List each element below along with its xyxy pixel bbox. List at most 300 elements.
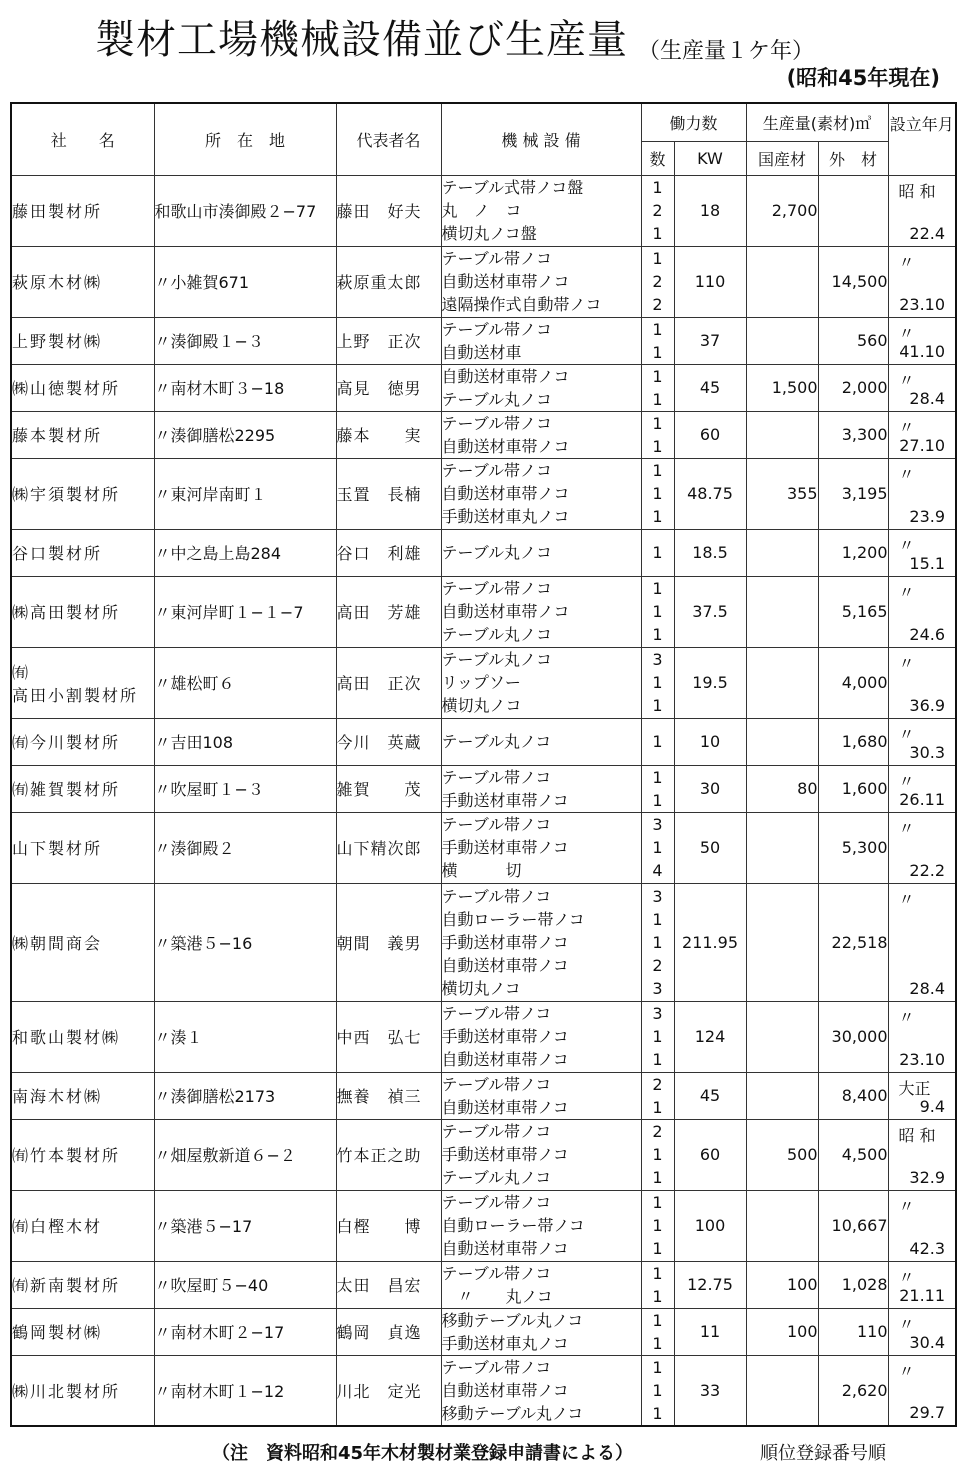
era-label: 〃	[898, 1196, 915, 1216]
era-label: 昭 和	[898, 1125, 936, 1145]
power-kw: 37.5	[674, 576, 746, 647]
domestic-volume: 1,500	[746, 364, 818, 411]
year-value: 41.10	[899, 341, 946, 361]
machine-item: テーブル帯ノコ	[441, 1357, 552, 1377]
company-name	[11, 246, 154, 317]
table-body	[11, 175, 956, 1426]
year-value: 26.11	[899, 789, 946, 809]
table-row	[11, 458, 956, 529]
year-established	[888, 458, 956, 529]
machinery-list	[441, 1190, 641, 1261]
year-established	[888, 718, 956, 765]
machine-count: 1	[652, 673, 663, 692]
representative: 玉置 長楠	[336, 458, 441, 529]
domestic-volume	[746, 718, 818, 765]
location: 〃東河岸町１−１−7	[154, 576, 336, 647]
company-name-text: 山下製材所	[12, 839, 103, 858]
era-label: 〃	[898, 1007, 915, 1027]
table-row	[11, 718, 956, 765]
machinery-list	[441, 1308, 641, 1355]
domestic-volume	[746, 1355, 818, 1426]
representative: 撫養 禎三	[336, 1072, 441, 1119]
header-count: 数	[641, 141, 674, 175]
machine-count: 1	[652, 579, 663, 598]
foreign-volume: 14,500	[818, 246, 888, 317]
year-value: 42.3	[909, 1238, 946, 1258]
year-established	[888, 1308, 956, 1355]
year-established	[888, 529, 956, 576]
machine-count: 1	[652, 790, 663, 810]
machinery-list	[441, 883, 641, 1001]
company-name-text: ㈲竹本製材所	[12, 1146, 121, 1165]
representative: 山下精次郎	[336, 812, 441, 883]
table-row	[11, 411, 956, 458]
header-kw: KW	[674, 141, 746, 175]
machine-count: 1	[652, 1216, 663, 1235]
foreign-volume: 110	[818, 1308, 888, 1355]
machine-item: 自動ローラー帯ノコ	[441, 1216, 585, 1235]
representative: 中西 弘七	[336, 1001, 441, 1072]
machine-item: リップソー	[441, 673, 521, 692]
machine-counts	[641, 1190, 674, 1261]
machine-item: 自動送材車帯ノコ	[441, 955, 569, 975]
machinery-list	[441, 812, 641, 883]
year-value: 30.3	[909, 742, 946, 762]
company-name-text: 谷口製材所	[12, 544, 103, 563]
representative: 川北 定光	[336, 1355, 441, 1426]
table-row	[11, 317, 956, 364]
company-name	[11, 647, 154, 718]
machine-count: 2	[652, 1074, 663, 1094]
header-domestic: 国産材	[746, 141, 818, 175]
machinery-list	[441, 1355, 641, 1426]
foreign-volume: 1,680	[818, 718, 888, 765]
machine-count: 1	[652, 732, 663, 751]
machine-item: 手動送材車丸ノコ	[441, 1333, 569, 1353]
machine-count: 4	[652, 861, 663, 880]
year-established	[888, 1355, 956, 1426]
company-name-text: ㈲今川製材所	[12, 733, 121, 752]
foreign-volume: 2,620	[818, 1355, 888, 1426]
location: 〃中之島上島284	[154, 529, 336, 576]
year-established	[888, 576, 956, 647]
machinery-list	[441, 765, 641, 812]
machine-item: テーブル帯ノコ	[441, 1074, 552, 1094]
footer-note: （注 資料昭和45年木材製材業登録申請書による）	[212, 1443, 634, 1464]
location: 〃湊御膳松2173	[154, 1072, 336, 1119]
era-label: 〃	[898, 1267, 915, 1287]
machine-counts	[641, 175, 674, 246]
company-name-text: 上野製材㈱	[12, 332, 103, 351]
domestic-volume	[746, 246, 818, 317]
machine-item: テーブル帯ノコ	[441, 579, 553, 598]
table-row	[11, 647, 956, 718]
machine-counts	[641, 364, 674, 411]
table-row	[11, 175, 956, 246]
machine-item: テーブル帯ノコ	[441, 1193, 552, 1212]
company-name-text: 藤本製材所	[12, 426, 103, 445]
machine-counts	[641, 576, 674, 647]
era-label: 〃	[898, 323, 915, 343]
machine-count: 1	[652, 602, 663, 621]
foreign-volume: 8,400	[818, 1072, 888, 1119]
location: 〃吹屋町５−40	[154, 1261, 336, 1308]
foreign-volume	[818, 175, 888, 246]
machine-item: テーブル帯ノコ	[441, 1263, 552, 1283]
machine-count: 1	[652, 1263, 663, 1283]
machine-count: 3	[652, 650, 663, 669]
machine-count: 3	[652, 886, 663, 906]
year-value: 23.10	[899, 1049, 946, 1069]
machinery-list	[441, 411, 641, 458]
header-year-established: 設立年月	[888, 103, 956, 175]
machine-item: 手動送材車帯ノコ	[441, 1027, 569, 1046]
representative: 高田 芳雄	[336, 576, 441, 647]
era-label: 〃	[898, 252, 915, 272]
machine-count: 1	[652, 1286, 663, 1306]
header-foreign: 外 材	[818, 141, 888, 175]
year-established	[888, 1261, 956, 1308]
machine-count: 2	[652, 201, 663, 220]
representative: 萩原重太郎	[336, 246, 441, 317]
company-name-text: ㈱山徳製材所	[12, 379, 121, 398]
foreign-volume: 30,000	[818, 1001, 888, 1072]
machinery-list	[441, 458, 641, 529]
machine-count: 1	[652, 838, 663, 857]
table-row	[11, 1261, 956, 1308]
machine-count: 1	[652, 767, 663, 787]
machine-item: テーブル帯ノコ	[441, 413, 553, 433]
era-label: 〃	[898, 818, 915, 838]
machine-item: 移動テーブル丸ノコ	[441, 1403, 584, 1423]
machine-count: 1	[652, 1145, 663, 1164]
domestic-volume: 80	[746, 765, 818, 812]
year-value: 15.1	[909, 553, 946, 573]
foreign-volume: 10,667	[818, 1190, 888, 1261]
machine-count: 1	[652, 413, 663, 433]
company-name	[11, 1190, 154, 1261]
year-value: 27.10	[899, 435, 946, 455]
machine-count: 1	[652, 366, 663, 386]
company-name-text: ㈱宇須製材所	[12, 485, 121, 504]
company-name-text: 萩原木材㈱	[12, 273, 103, 292]
machine-count: 3	[652, 1004, 663, 1023]
machine-item: テーブル丸ノコ	[441, 625, 553, 644]
power-kw: 30	[674, 765, 746, 812]
machine-count: 1	[652, 249, 663, 268]
year-value: 21.11	[899, 1285, 946, 1305]
foreign-volume: 5,300	[818, 812, 888, 883]
era-label: 〃	[898, 724, 915, 744]
power-kw: 10	[674, 718, 746, 765]
company-name-text: ㈲雑賀製材所	[12, 780, 121, 799]
year-established	[888, 317, 956, 364]
machinery-list	[441, 718, 641, 765]
machine-item: テーブル帯ノコ	[441, 319, 553, 339]
location: 〃吹屋町１−３	[154, 765, 336, 812]
title-block	[95, 8, 955, 64]
machine-count: 2	[652, 295, 663, 314]
machine-item: 丸 ノ コ	[441, 201, 522, 220]
foreign-volume: 1,200	[818, 529, 888, 576]
power-kw: 110	[674, 246, 746, 317]
location: 〃南材木町２−17	[154, 1308, 336, 1355]
table-row	[11, 529, 956, 576]
machine-count: 1	[652, 909, 663, 929]
machine-item: 自動ローラー帯ノコ	[441, 909, 585, 929]
year-value: 22.2	[909, 860, 946, 880]
machine-count: 1	[652, 625, 663, 644]
machine-count: 1	[652, 507, 663, 526]
company-name-text: ㈲新南製材所	[12, 1276, 121, 1295]
power-kw: 45	[674, 364, 746, 411]
machine-counts	[641, 458, 674, 529]
machine-counts	[641, 647, 674, 718]
domestic-volume	[746, 1001, 818, 1072]
machinery-list	[441, 364, 641, 411]
power-kw: 11	[674, 1308, 746, 1355]
company-name	[11, 1355, 154, 1426]
machine-counts	[641, 1072, 674, 1119]
machine-count: 1	[652, 436, 663, 456]
machine-item: 自動送材車帯ノコ	[441, 602, 570, 621]
machine-count: 1	[652, 543, 663, 562]
era-label: 〃	[898, 1314, 915, 1334]
table-row	[11, 812, 956, 883]
table-row	[11, 1072, 956, 1119]
power-kw: 37	[674, 317, 746, 364]
machine-item: テーブル帯ノコ	[441, 1122, 552, 1141]
company-name	[11, 1001, 154, 1072]
company-name-text: ㈲白樫木材	[12, 1217, 103, 1236]
foreign-volume: 4,500	[818, 1119, 888, 1190]
year-value: 28.4	[909, 978, 946, 998]
machine-count: 1	[652, 1050, 663, 1069]
foreign-volume: 4,000	[818, 647, 888, 718]
power-kw: 33	[674, 1355, 746, 1426]
machine-count: 1	[652, 319, 663, 339]
year-established	[888, 175, 956, 246]
foreign-volume: 1,600	[818, 765, 888, 812]
era-label: 〃	[898, 1361, 915, 1381]
machine-counts	[641, 317, 674, 364]
company-name-text: ㈱高田製材所	[12, 603, 121, 622]
machine-count: 2	[652, 955, 663, 975]
domestic-volume	[746, 812, 818, 883]
power-kw: 12.75	[674, 1261, 746, 1308]
machine-item: 自動送材車帯ノコ	[441, 436, 570, 456]
company-name-text: 和歌山製材㈱	[12, 1028, 121, 1047]
company-name	[11, 317, 154, 364]
machine-counts	[641, 1261, 674, 1308]
machinery-list	[441, 246, 641, 317]
location: 和歌山市湊御殿２−77	[154, 175, 336, 246]
machine-count: 1	[652, 696, 663, 715]
machine-item: 自動送材車帯ノコ	[441, 1239, 569, 1258]
machine-item: テーブル丸ノコ	[441, 1168, 552, 1187]
domestic-volume	[746, 1072, 818, 1119]
location: 〃湊１	[154, 1001, 336, 1072]
era-label: 〃	[898, 535, 915, 555]
machine-item: 横 切	[441, 861, 522, 880]
machine-item: テーブル丸ノコ	[441, 732, 552, 751]
machine-count: 1	[652, 1027, 663, 1046]
representative: 雑賀 茂	[336, 765, 441, 812]
location: 〃小雑賀671	[154, 246, 336, 317]
page-subtitle: （生産量１ケ年）	[638, 39, 815, 64]
table-row	[11, 1001, 956, 1072]
machine-counts	[641, 812, 674, 883]
foreign-volume: 3,300	[818, 411, 888, 458]
machine-count: 1	[652, 1310, 663, 1330]
company-name	[11, 458, 154, 529]
machine-item: 自動送材車帯ノコ	[441, 272, 570, 291]
company-name	[11, 1308, 154, 1355]
year-value: 22.4	[909, 223, 946, 243]
era-label: 〃	[898, 582, 915, 602]
company-name-text: ㈱朝間商会	[12, 933, 103, 953]
location: 〃築港５−17	[154, 1190, 336, 1261]
machine-counts	[641, 529, 674, 576]
machine-item: テーブル帯ノコ	[441, 1004, 552, 1023]
year-value: 23.10	[899, 294, 946, 314]
power-kw: 60	[674, 411, 746, 458]
machine-item: テーブル丸ノコ	[441, 650, 553, 669]
machine-counts	[641, 411, 674, 458]
era-label: 〃	[898, 653, 915, 673]
domestic-volume: 100	[746, 1308, 818, 1355]
power-kw: 18.5	[674, 529, 746, 576]
domestic-volume	[746, 1190, 818, 1261]
machine-counts	[641, 1119, 674, 1190]
machine-item: 横切丸ノコ	[441, 978, 521, 998]
machine-count: 1	[652, 389, 663, 409]
domestic-volume	[746, 529, 818, 576]
year-value: 29.7	[909, 1403, 946, 1422]
machine-item: テーブル帯ノコ	[441, 886, 552, 906]
table-row	[11, 364, 956, 411]
domestic-volume	[746, 317, 818, 364]
company-name	[11, 1261, 154, 1308]
machinery-list	[441, 317, 641, 364]
machinery-list	[441, 576, 641, 647]
header-power: 働力数	[641, 103, 746, 141]
era-label: 大正	[898, 1078, 931, 1098]
machine-count: 2	[652, 272, 663, 291]
representative: 藤田 好夫	[336, 175, 441, 246]
year-established	[888, 1072, 956, 1119]
machine-count: 2	[652, 1122, 663, 1141]
location: 〃畑屋敷新道６−２	[154, 1119, 336, 1190]
company-name-text: 藤田製材所	[12, 202, 103, 221]
era-label: 〃	[898, 417, 915, 437]
power-kw: 100	[674, 1190, 746, 1261]
representative: 鶴岡 貞逸	[336, 1308, 441, 1355]
location: 〃吉田108	[154, 718, 336, 765]
foreign-volume: 22,518	[818, 883, 888, 1001]
company-name	[11, 1072, 154, 1119]
machine-item: 手動送材車帯ノコ	[441, 790, 569, 810]
company-name	[11, 529, 154, 576]
foreign-volume: 3,195	[818, 458, 888, 529]
machine-item: テーブル式帯ノコ盤	[441, 178, 584, 197]
company-name-text: 高田小割製材所	[12, 685, 139, 705]
header-representative: 代表者名	[336, 103, 441, 175]
machine-item: 手動送材車帯ノコ	[441, 838, 569, 857]
company-name	[11, 175, 154, 246]
machine-count: 1	[652, 484, 663, 503]
company-name-text: ㈲	[12, 662, 31, 682]
year-value: 28.4	[909, 388, 946, 408]
machine-item: テーブル帯ノコ	[441, 249, 553, 268]
year-value: 9.4	[919, 1096, 946, 1116]
machine-counts	[641, 246, 674, 317]
machine-item: 自動送材車帯ノコ	[441, 366, 570, 386]
company-name	[11, 718, 154, 765]
machine-count: 1	[652, 461, 663, 480]
machine-counts	[641, 1001, 674, 1072]
representative: 竹本正之助	[336, 1119, 441, 1190]
company-name-text: ㈱川北製材所	[12, 1381, 121, 1401]
table-row	[11, 1119, 956, 1190]
year-value: 23.9	[909, 506, 946, 526]
machine-count: 1	[652, 1403, 663, 1423]
table-row	[11, 1308, 956, 1355]
company-name-text: 鶴岡製材㈱	[12, 1323, 103, 1342]
year-established	[888, 1119, 956, 1190]
company-name	[11, 411, 154, 458]
machine-count: 1	[652, 1380, 663, 1400]
footer-order: 順位登録番号順	[760, 1443, 886, 1464]
representative: 白樫 博	[336, 1190, 441, 1261]
year-established	[888, 246, 956, 317]
table-row	[11, 1190, 956, 1261]
year-established	[888, 411, 956, 458]
location: 〃南材木町３−18	[154, 364, 336, 411]
year-established	[888, 812, 956, 883]
machine-count: 3	[652, 978, 663, 998]
power-kw: 211.95	[674, 883, 746, 1001]
machine-count: 1	[652, 932, 663, 952]
company-name	[11, 883, 154, 1001]
machine-item: 〃 丸ノコ	[441, 1286, 553, 1306]
era-label: 〃	[898, 771, 915, 791]
year-established	[888, 883, 956, 1001]
header-production: 生産量(素材)㎥	[746, 103, 888, 141]
machine-item: 手動送材車帯ノコ	[441, 1145, 569, 1164]
machine-item: 移動テーブル丸ノコ	[441, 1310, 584, 1330]
foreign-volume: 1,028	[818, 1261, 888, 1308]
table-row	[11, 1355, 956, 1426]
sawmill-table	[10, 102, 957, 1427]
domestic-volume	[746, 576, 818, 647]
header-machinery: 機 械 設 備	[441, 103, 641, 175]
year-value: 24.6	[909, 624, 946, 644]
header-location: 所 在 地	[154, 103, 336, 175]
era-label: 昭 和	[898, 181, 936, 201]
location: 〃湊御殿１−３	[154, 317, 336, 364]
year-value: 36.9	[909, 695, 946, 715]
era-label: 〃	[898, 370, 915, 390]
page-title: 製材工場機械設備並び生産量	[95, 17, 628, 63]
machine-count: 1	[652, 1333, 663, 1353]
machine-count: 1	[652, 1357, 663, 1377]
header-company: 社 名	[11, 103, 154, 175]
location: 〃東河岸南町１	[154, 458, 336, 529]
machine-item: テーブル帯ノコ	[441, 461, 553, 480]
machine-item: テーブル帯ノコ	[441, 767, 552, 787]
representative: 朝間 義男	[336, 883, 441, 1001]
